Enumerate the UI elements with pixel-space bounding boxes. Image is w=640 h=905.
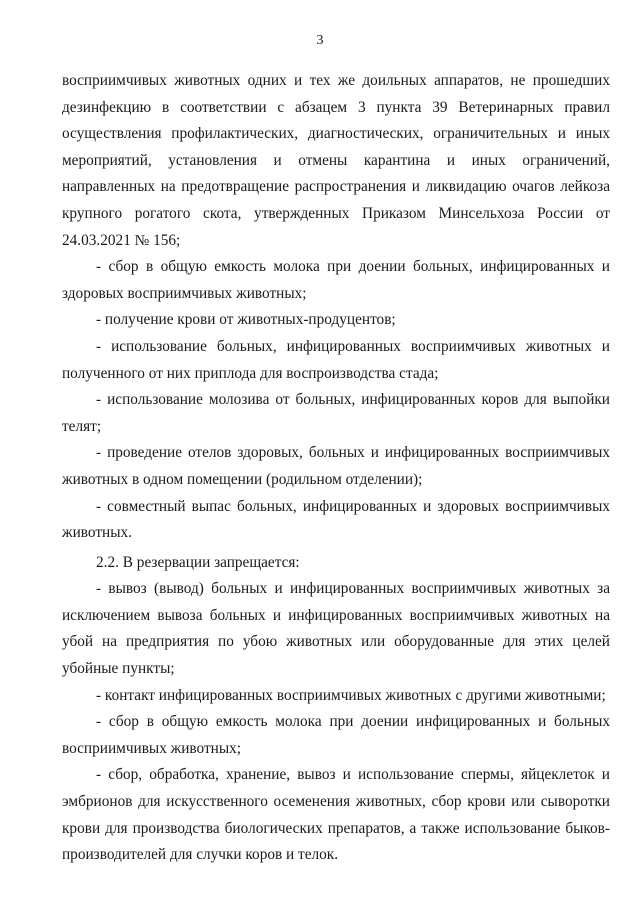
- list-item-herd-reproduction: - использование больных, инфицированных восприимчивых животных и полученного от них приплода для воспроизводства стада;: [62, 337, 610, 382]
- list-item-contact: - контакт инфицированных восприимчивых животных с другими животными;: [96, 686, 606, 704]
- document-body: [62, 68, 610, 869]
- list-item-colostrum-use: - использование молозива от больных, инфицированных коров для выпойки телят;: [62, 391, 610, 435]
- section-heading-2-2: 2.2. В резервации запрещается:: [96, 553, 300, 571]
- list-item-milk-collection: - сбор в общую емкость молока при доении больных, инфицированных и здоровых восприимчивых животных;: [62, 258, 610, 302]
- list-item-milk-collection-infected: - сбор в общую емкость молока при доении инфицированных и больных восприимчивых животных;: [62, 713, 610, 757]
- paragraph-continuation: восприимчивых животных одних и тех же доильных аппаратов, не прошедших дезинфекцию в соответствии с абзацем 3 пункта 39 Ветеринарных правил осуществления профилактических, диагностических, ограничительных и иных мероприятий, установления и отмены карантина и иных ограничений, направленных на предотвращение распространения и ликвидацию очагов лейкоза крупного рогатого скота, утвержденных Приказом Минсельхоза России от 24.03.2021 № 156;: [62, 72, 610, 249]
- list-item-calving: - проведение отелов здоровых, больных и инфицированных восприимчивых животных в одном помещении (родильном отделении);: [62, 444, 610, 488]
- page-number: 3: [316, 33, 324, 48]
- list-item-animal-removal: - вывоз (вывод) больных и инфицированных восприимчивых животных за исключением вывоза больных и инфицированных восприимчивых животных на убой на предприятия по убою животных или оборудованные для этих целей убойные пункты;: [62, 580, 610, 678]
- list-item-sperm-embryos: - сбор, обработка, хранение, вывоз и использование спермы, яйцеклеток и эмбрионов для искусственного осеменения животных, сбор крови или сыворотки крови для производства биологических препаратов, а также использование быков-производителей для случки коров и телок.: [62, 766, 610, 864]
- list-item-blood-from-producers: - получение крови от животных-продуцентов;: [96, 311, 396, 329]
- list-item-joint-grazing: - совместный выпас больных, инфицированных и здоровых восприимчивых животных.: [62, 497, 610, 542]
